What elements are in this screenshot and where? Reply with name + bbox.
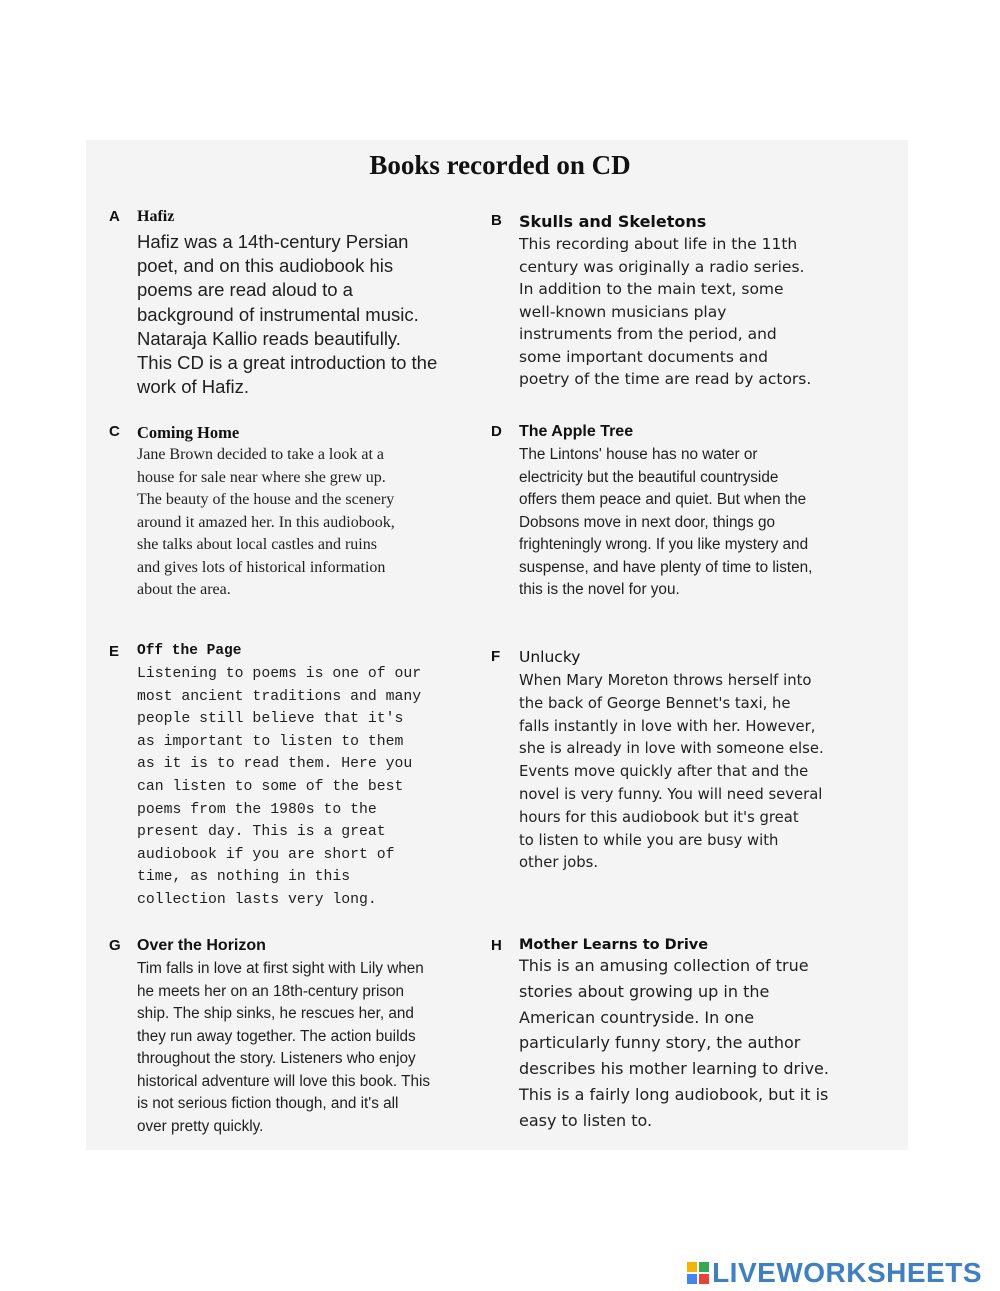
entry-heading: The Apple Tree: [519, 423, 634, 440]
liveworksheets-logo-icon: [687, 1262, 709, 1284]
entry-body: Tim falls in love at first sight with Lily when he meets her on an 18th-century prison ship. The ship sinks, he rescues her, and they run away together. The action builds throughout the story. Listeners who enjoy historical adventure will love this book. This is not serious fiction though, and it's all over pretty quickly.: [137, 960, 431, 1135]
entry-heading: Over the Horizon: [137, 937, 266, 954]
entry-letter: D: [491, 423, 502, 440]
liveworksheets-brand: [687, 1258, 982, 1288]
entry-heading: Hafiz: [137, 208, 175, 225]
entry-heading: Mother Learns to Drive: [519, 937, 709, 953]
entry-body: This is an amusing collection of true stories about growing up in the American countryside. In one particularly funny story, the author describes his mother learning to drive. This is a fairly long audiobook, but it is easy to listen to.: [519, 956, 829, 1130]
entry-letter: A: [109, 208, 120, 225]
entry-body: When Mary Moreton throws herself into the back of George Bennet's taxi, he falls instantly in love with her. However, she is already in love with someone else. Events move quickly after that and the novel is very funny. You will need several hours for this audiobook but it's great to listen to while you are busy with other jobs.: [519, 672, 824, 872]
entry-heading: Coming Home: [137, 423, 240, 442]
entry-body: Hafiz was a 14th-century Persian poet, and on this audiobook his poems are read aloud to a background of instrumental music. Nataraja Kallio reads beautifully. This CD is a great introduction to the work of Hafiz.: [137, 231, 438, 398]
entry-heading: Off the Page: [137, 643, 242, 659]
entry-letter: E: [109, 643, 120, 660]
entry-heading: Skulls and Skeletons: [519, 212, 707, 231]
entry-letter: F: [491, 648, 501, 665]
entry-letter: C: [109, 423, 120, 440]
entry-letter: H: [491, 937, 502, 954]
entry-body: Listening to poems is one of our most ancient traditions and many people still believe that it's as important to listen to them as it is to read them. Here you can listen to some of the best poems from the 1980s to the present day. This is a great audiobook if you are short of time, as nothing in this collection lasts very long.: [137, 666, 422, 908]
entry-body: This recording about life in the 11th century was originally a radio series. In addition to the main text, some well-known musicians play instruments from the period, and some important documents and poetry of the time are read by actors.: [519, 235, 812, 388]
entry-letter: G: [109, 937, 121, 954]
entry-body: Jane Brown decided to take a look at a house for sale near where she grew up. The beauty of the house and the scenery around it amazed her. In this audiobook, she talks about local castles and ruins and gives lots of historical information about the area.: [137, 446, 395, 598]
entry-letter: B: [491, 212, 502, 229]
entry-body: The Lintons' house has no water or electricity but the beautiful countryside offers them peace and quiet. But when the Dobsons move in next door, things go frighteningly wrong. If you like mystery and suspense, and have plenty of time to listen, this is the novel for you.: [519, 446, 813, 598]
entry-heading: Unlucky: [519, 648, 581, 666]
liveworksheets-wordmark: LIVEWORKSHEETS: [712, 1257, 982, 1288]
page-title: Books recorded on CD: [369, 150, 631, 180]
